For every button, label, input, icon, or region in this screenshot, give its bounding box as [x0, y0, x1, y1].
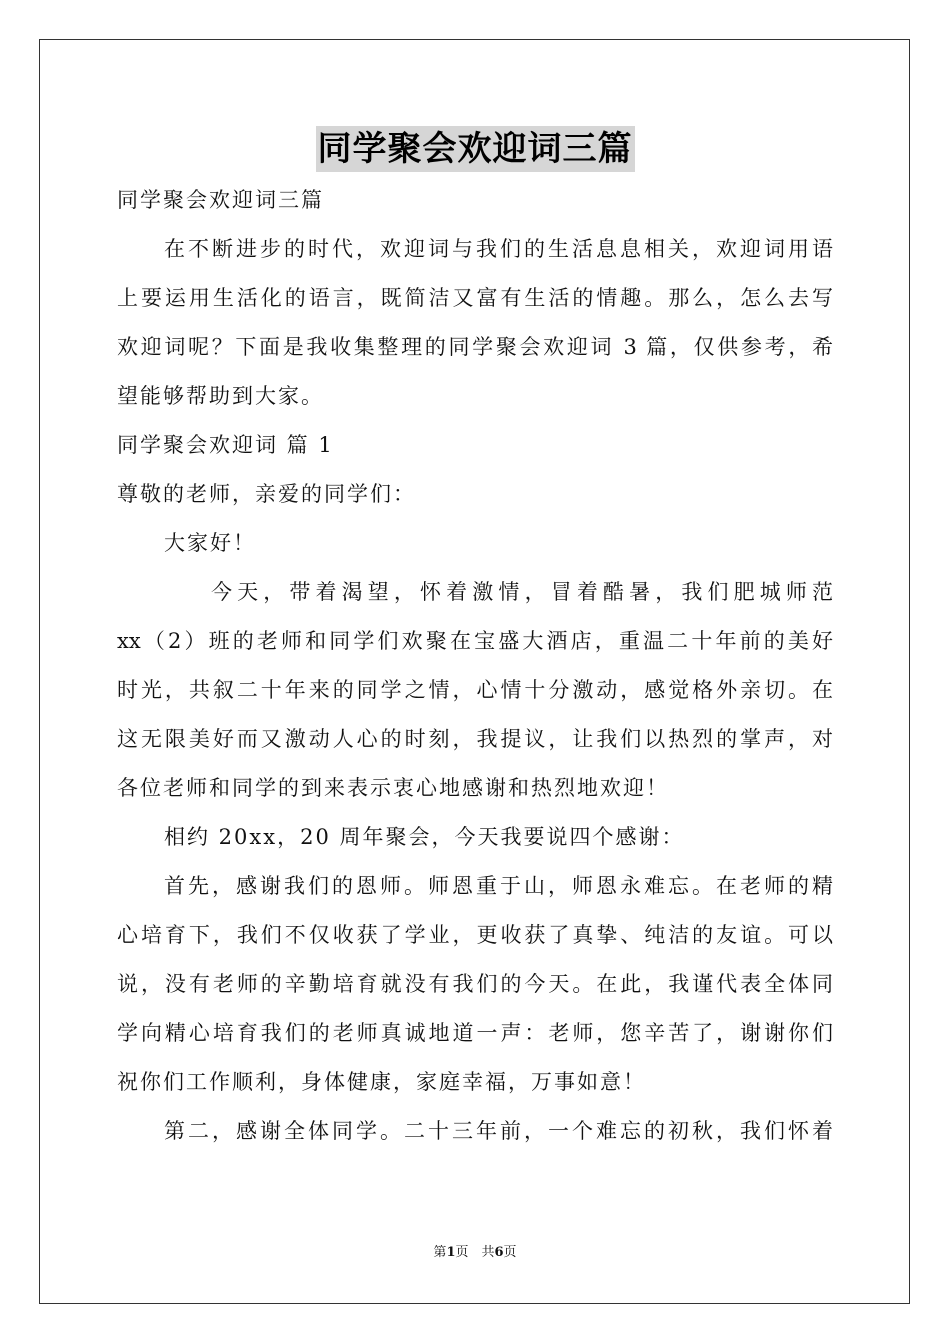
text-line: 说，没有老师的辛勤培育就没有我们的今天。在此，我谨代表全体同 — [117, 972, 833, 996]
text-line: 今天，带着渴望，怀着激情，冒着酷暑，我们肥城师范 — [211, 580, 833, 604]
document-title: 同学聚会欢迎词三篇 — [316, 126, 635, 172]
footer-page-number: 1 — [446, 1245, 456, 1260]
text-line: 首先，感谢我们的恩师。师恩重于山，师恩永难忘。在老师的精 — [164, 874, 833, 898]
text-line: 在不断进步的时代，欢迎词与我们的生活息息相关，欢迎词用语 — [164, 237, 833, 261]
text-line: 大家好！ — [164, 531, 256, 555]
text-line: xx（2）班的老师和同学们欢聚在宝盛大酒店，重温二十年前的美好 — [117, 629, 833, 653]
text-line: 第二，感谢全体同学。二十三年前，一个难忘的初秋，我们怀着 — [164, 1119, 833, 1143]
text-line: 尊敬的老师，亲爱的同学们： — [117, 482, 416, 506]
title-container — [0, 126, 950, 172]
footer-prefix: 第 — [433, 1245, 447, 1260]
text-line: 学向精心培育我们的老师真诚地道一声：老师，您辛苦了，谢谢你们 — [117, 1021, 833, 1045]
footer-total-pages: 6 — [494, 1245, 504, 1260]
page-footer — [0, 1243, 950, 1263]
text-line: 同学聚会欢迎词 篇 1 — [117, 433, 334, 457]
document-body — [117, 176, 833, 1156]
text-line: 心培育下，我们不仅收获了学业，更收获了真挚、纯洁的友谊。可以 — [117, 923, 833, 947]
text-line: 各位老师和同学的到来表示衷心地感谢和热烈地欢迎！ — [117, 776, 669, 800]
text-line: 祝你们工作顺利，身体健康，家庭幸福，万事如意！ — [117, 1070, 646, 1094]
text-line: 上要运用生活化的语言，既简洁又富有生活的情趣。那么，怎么去写 — [117, 286, 833, 310]
text-line: 欢迎词呢？下面是我收集整理的同学聚会欢迎词 3 篇，仅供参考，希 — [117, 335, 833, 359]
text-line: 这无限美好而又激动人心的时刻，我提议，让我们以热烈的掌声，对 — [117, 727, 833, 751]
text-line: 时光，共叙二十年来的同学之情，心情十分激动，感觉格外亲切。在 — [117, 678, 833, 702]
footer-mid: 页 共 — [455, 1245, 495, 1260]
text-line: 同学聚会欢迎词三篇 — [117, 188, 324, 212]
text-line: 望能够帮助到大家。 — [117, 384, 324, 408]
footer-suffix: 页 — [503, 1245, 517, 1260]
text-line: 相约 20xx，20 周年聚会，今天我要说四个感谢： — [164, 825, 685, 849]
